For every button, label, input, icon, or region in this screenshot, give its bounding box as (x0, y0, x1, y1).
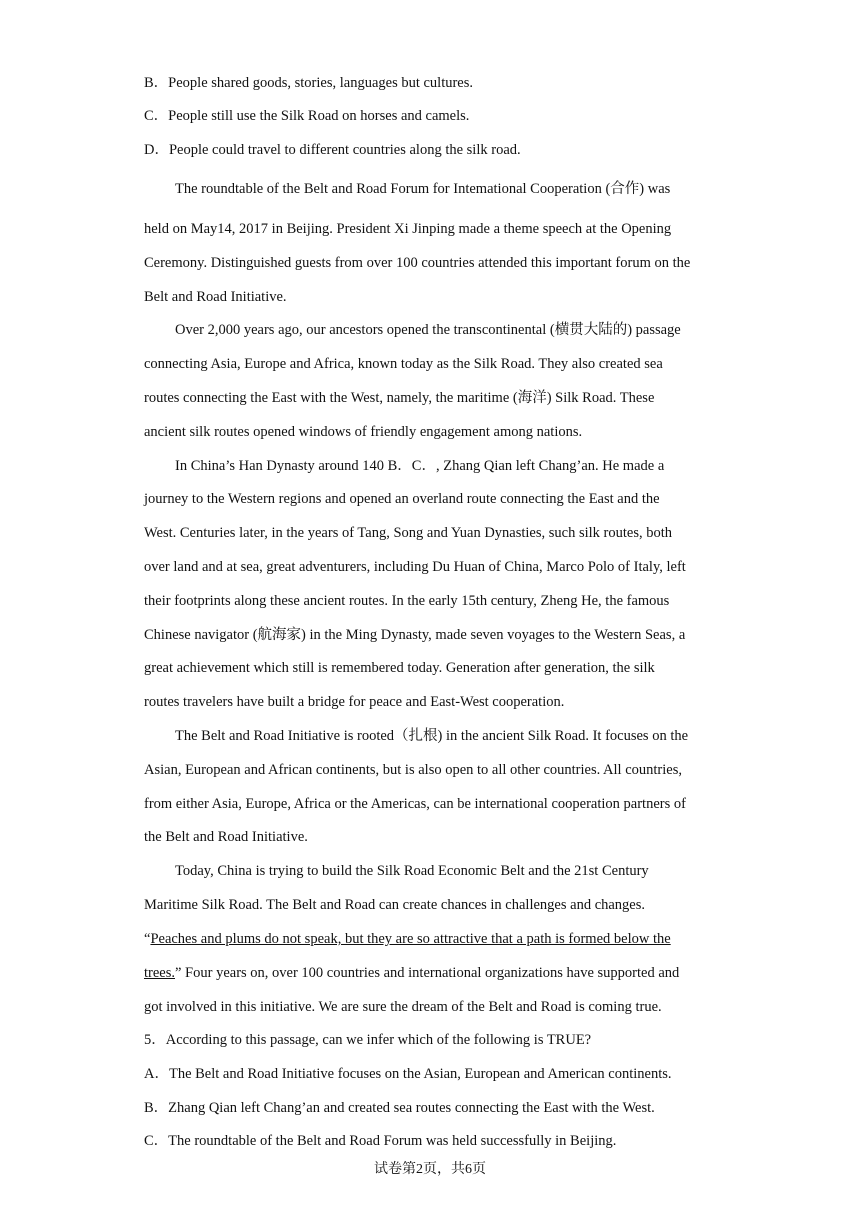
open-quote: “ (144, 931, 151, 947)
question-5-option-a: A．The Belt and Road Initiative focuses on the Asian, European and American continents. (144, 1066, 672, 1082)
question-5-option-b: B．Zhang Qian left Chang’an and created sea routes connecting the East with the West. (144, 1100, 655, 1116)
passage-line: from either Asia, Europe, Africa or the Americas, can be international cooperation partners of (144, 796, 686, 812)
question-5-stem: 5．According to this passage, can we infer which of the following is TRUE? (144, 1032, 592, 1048)
passage-line: In China’s Han Dynasty around 140 B．C．, Zhang Qian left Chang’an. He made a (175, 458, 665, 474)
passage-line: over land and at sea, great adventurers, including Du Huan of China, Marco Polo of Italy, left (144, 559, 686, 575)
passage-line: great achievement which still is remembered today. Generation after generation, the silk (144, 660, 655, 676)
passage-line: held on May14, 2017 in Beijing. President Xi Jinping made a theme speech at the Opening (144, 221, 672, 237)
option-c: C．People still use the Silk Road on horses and camels. (144, 108, 470, 124)
passage-line: Asian, European and African continents, but is also open to all other countries. All countries, (144, 762, 682, 778)
passage-line: The Belt and Road Initiative is rooted（扎根) in the ancient Silk Road. It focuses on the (175, 728, 689, 744)
underlined-quote: Peaches and plums do not speak, but they are so attractive that a path is formed below the (150, 931, 671, 947)
passage-line: the Belt and Road Initiative. (144, 829, 308, 845)
question-5-option-c: C．The roundtable of the Belt and Road Forum was held successfully in Beijing. (144, 1133, 617, 1149)
passage-line: Maritime Silk Road. The Belt and Road can create chances in challenges and changes. (144, 897, 646, 913)
passage-line: West. Centuries later, in the years of Tang, Song and Yuan Dynasties, such silk routes, both (144, 525, 673, 541)
passage-line: routes travelers have built a bridge for peace and East-West cooperation. (144, 694, 565, 710)
page-footer: 试卷第2页，共6页 (374, 1162, 486, 1177)
passage-line: Today, China is trying to build the Silk Road Economic Belt and the 21st Century (175, 863, 649, 879)
quote-continuation: ” Four years on, over 100 countries and international organizations have supported and (175, 965, 680, 981)
passage-line: Ceremony. Distinguished guests from over 100 countries attended this important forum on the (144, 255, 691, 271)
passage-line: connecting Asia, Europe and Africa, known today as the Silk Road. They also created sea (144, 356, 663, 372)
passage-line: Chinese navigator (航海家) in the Ming Dynasty, made seven voyages to the Western Seas, a (144, 627, 686, 643)
passage-line: got involved in this initiative. We are sure the dream of the Belt and Road is coming true. (144, 999, 662, 1015)
passage-line: ancient silk routes opened windows of friendly engagement among nations. (144, 424, 583, 440)
passage-line: journey to the Western regions and opened an overland route connecting the East and the (144, 491, 660, 507)
passage-line: routes connecting the East with the West, namely, the maritime (海洋) Silk Road. These (144, 390, 655, 406)
underlined-quote: trees. (144, 965, 175, 981)
passage-line: their footprints along these ancient routes. In the early 15th century, Zheng He, the famous (144, 593, 670, 609)
passage-line (144, 963, 679, 983)
passage-line: Over 2,000 years ago, our ancestors opened the transcontinental (横贯大陆的) passage (175, 322, 681, 338)
passage-line: The roundtable of the Belt and Road Forum for Intemational Cooperation (合作) was (175, 181, 671, 197)
option-d: D．People could travel to different countries along the silk road. (144, 142, 521, 158)
passage-line: Belt and Road Initiative. (144, 289, 287, 305)
passage-line (144, 929, 671, 949)
option-b: B．People shared goods, stories, languages but cultures. (144, 75, 474, 91)
